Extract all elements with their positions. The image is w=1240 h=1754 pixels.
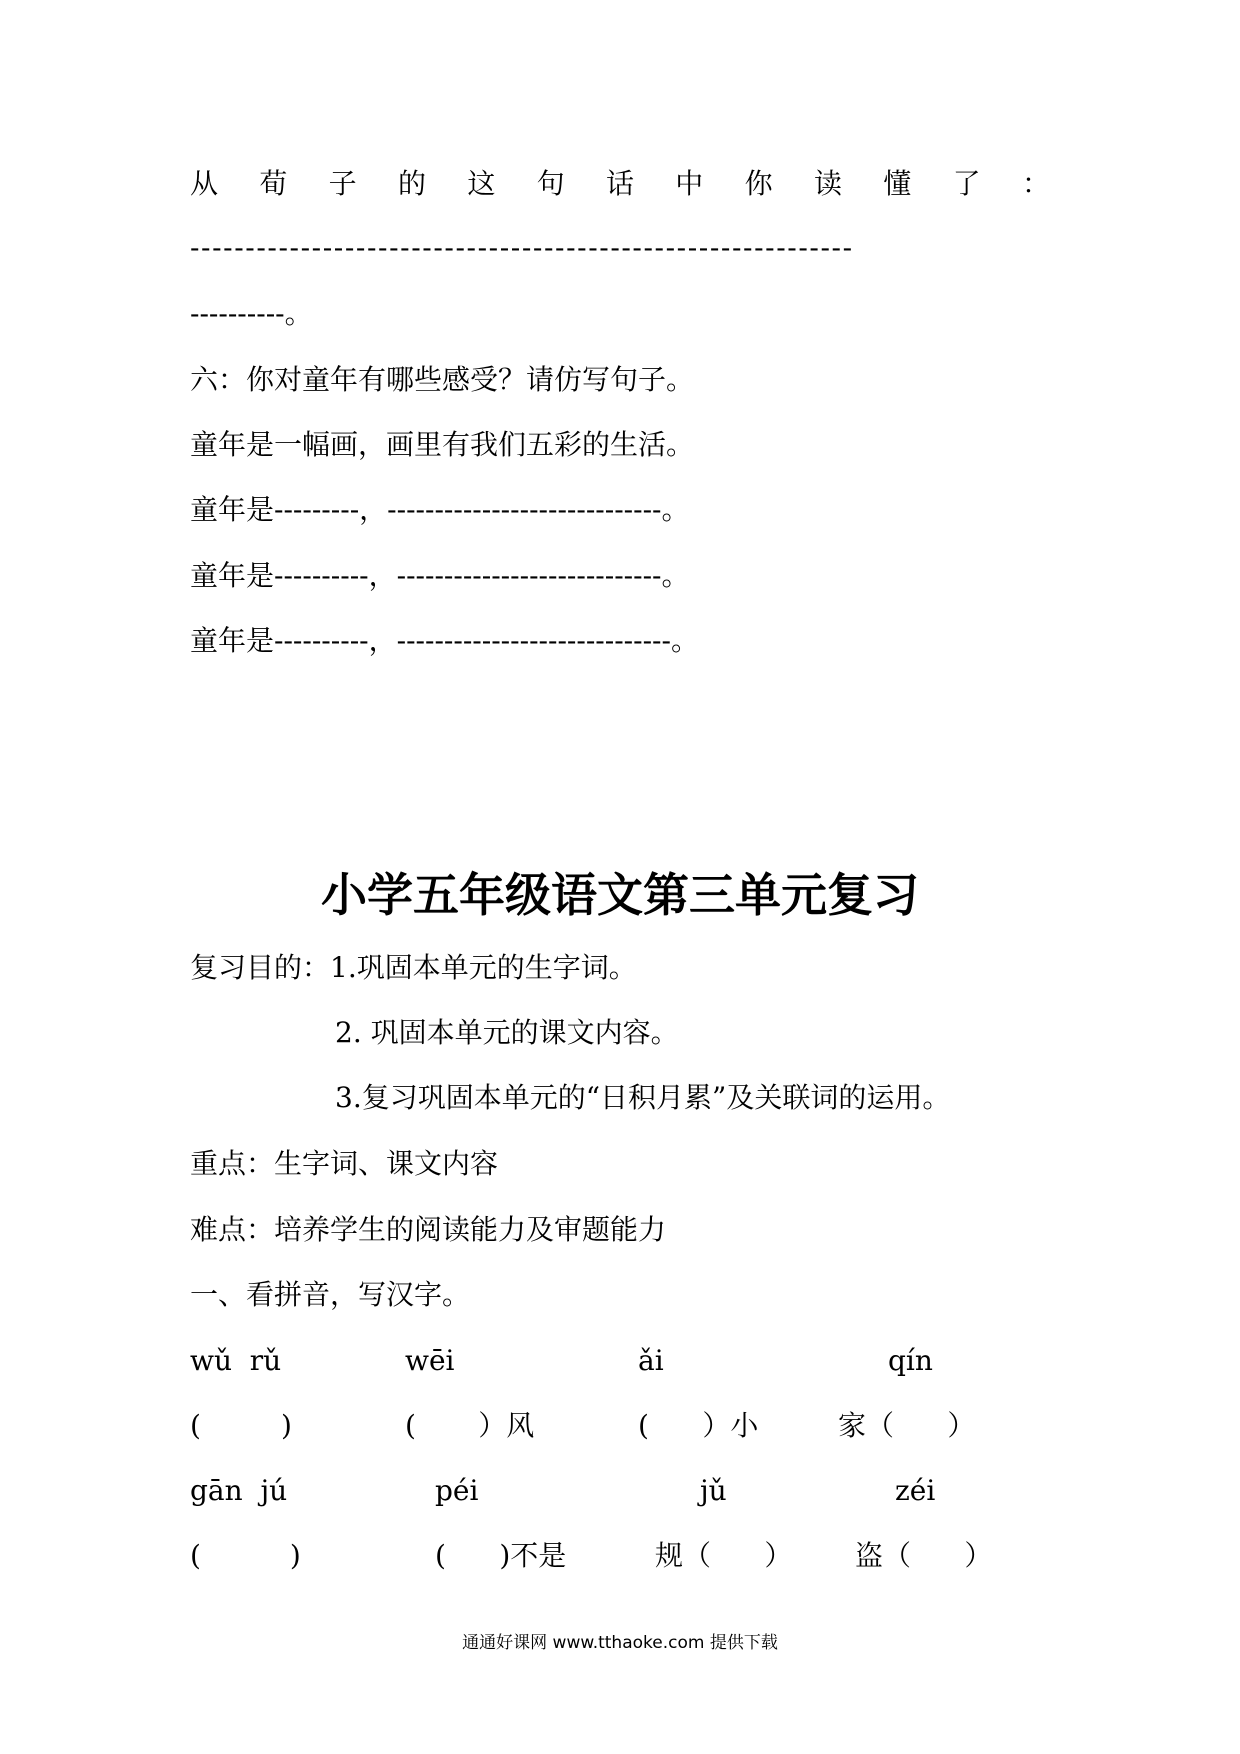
answer-blank: 盗（ ） <box>855 1539 993 1572</box>
xunzi-char: 读 <box>813 167 842 200</box>
xunzi-char: 话 <box>605 167 634 200</box>
fill-blank-line: 童年是----------，----------------------------。 <box>190 559 690 592</box>
pinyin-cell: gān jú <box>190 1474 288 1507</box>
xunzi-char: 的 <box>397 167 426 200</box>
pinyin-cell: péi <box>435 1474 479 1507</box>
answer-blank: ( ) <box>190 1539 301 1572</box>
answer-line-2: ----------。 <box>190 297 313 330</box>
xunzi-char: 从 <box>190 167 219 200</box>
exercise-1-heading: 一、看拼音，写汉字。 <box>190 1278 471 1311</box>
pinyin-cell: jǔ <box>700 1474 727 1507</box>
xunzi-char: 你 <box>744 167 773 200</box>
example-sentence: 童年是一幅画，画里有我们五彩的生活。 <box>190 428 695 461</box>
key-point: 重点：生字词、课文内容 <box>190 1147 499 1180</box>
answer-blank: 规（ ） <box>655 1539 793 1572</box>
xunzi-char: 了 <box>952 167 981 200</box>
question-six: 六：你对童年有哪些感受？请仿写句子。 <box>190 363 695 396</box>
answer-blank: ( ）小 <box>638 1409 759 1442</box>
goal-3: 3.复习巩固本单元的“日积月累”及关联词的运用。 <box>335 1081 951 1114</box>
xunzi-char: 子 <box>328 167 357 200</box>
fill-blank-line: 童年是----------，-----------------------------。 <box>190 624 699 657</box>
xunzi-char: 句 <box>536 167 565 200</box>
xunzi-char: ： <box>1021 167 1050 200</box>
pinyin-cell: wǔ rǔ <box>190 1344 282 1377</box>
xunzi-question <box>190 166 1050 202</box>
pinyin-cell: ǎi <box>638 1344 664 1377</box>
pinyin-cell: qín <box>888 1344 933 1377</box>
answer-blank: ( ) <box>190 1409 292 1442</box>
xunzi-char: 荀 <box>259 167 288 200</box>
pinyin-cell: zéi <box>895 1474 936 1507</box>
page-title: 小学五年级语文第三单元复习 <box>321 868 919 922</box>
footer-source: 通通好课网 www.tthaoke.com 提供下载 <box>462 1633 778 1653</box>
answer-blank: 家（ ） <box>838 1409 976 1442</box>
answer-blank: ( ）风 <box>405 1409 535 1442</box>
goal-1: 复习目的：1.巩固本单元的生字词。 <box>190 951 637 984</box>
pinyin-cell: wēi <box>405 1344 455 1377</box>
answer-line-1: ------------------------------------------------------------ <box>190 231 854 264</box>
xunzi-char: 懂 <box>883 167 912 200</box>
xunzi-char: 中 <box>675 167 704 200</box>
goal-2: 2. 巩固本单元的课文内容。 <box>335 1016 679 1049</box>
fill-blank-line: 童年是---------，-----------------------------。 <box>190 493 690 526</box>
xunzi-char: 这 <box>467 167 496 200</box>
difficulty: 难点：培养学生的阅读能力及审题能力 <box>190 1213 667 1246</box>
answer-blank: ( )不是 <box>435 1539 567 1572</box>
